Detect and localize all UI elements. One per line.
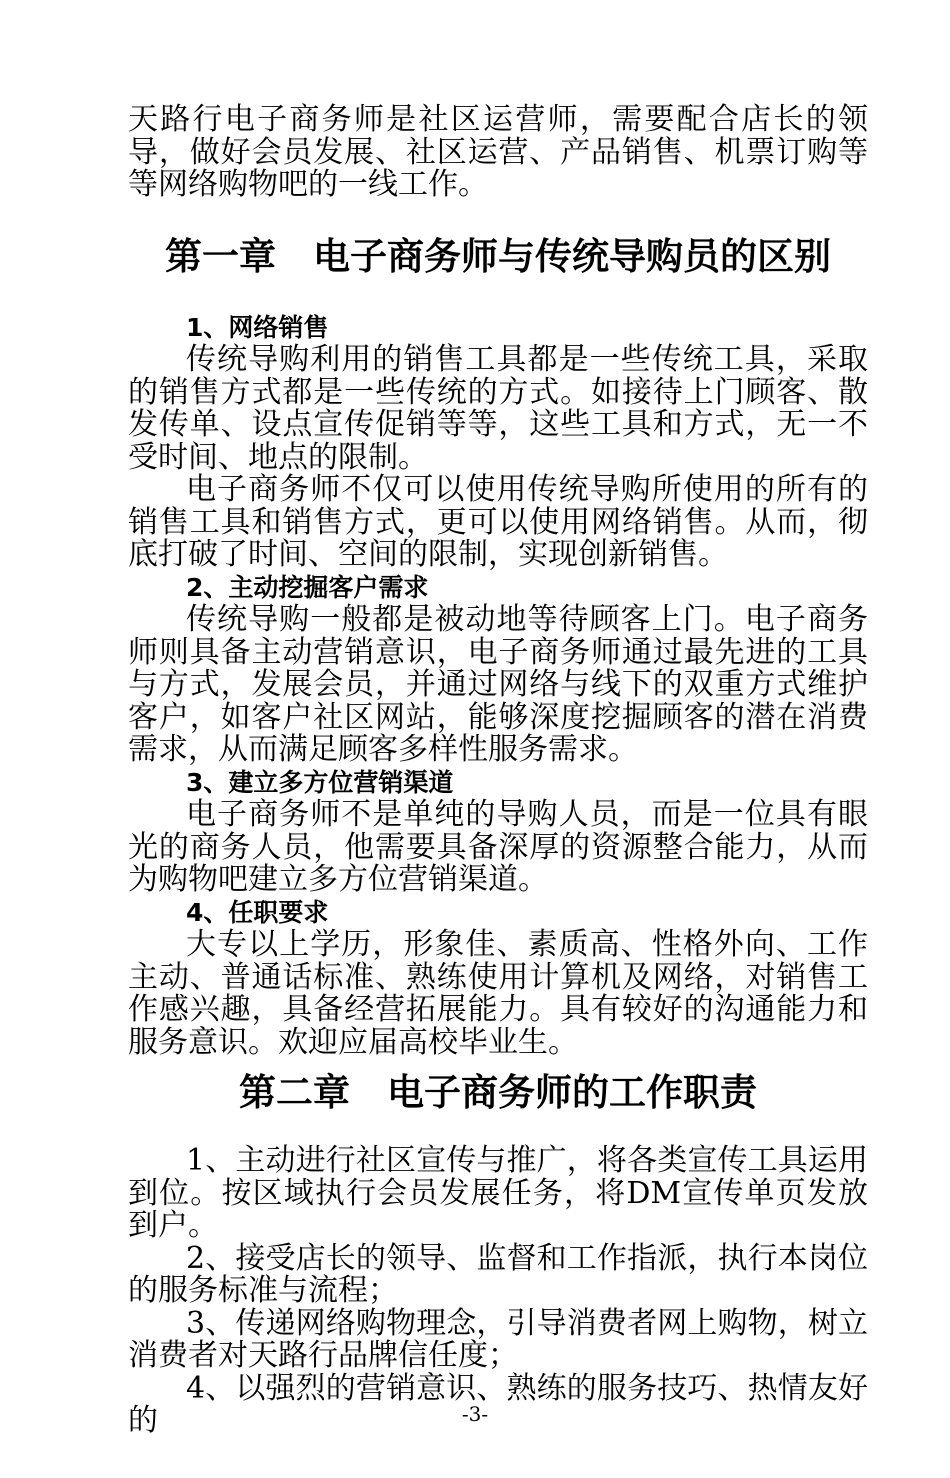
duty-item-1: 1、主动进行社区宣传与推广，将各类宣传工具运用到位。按区域执行会员发展任务，将DM宣传单页发放到户。 xyxy=(128,1143,868,1243)
duty-item-3: 3、传递网络购物理念，引导消费者网上购物，树立消费者对天路行品牌信任度； xyxy=(128,1305,868,1373)
chapter-1-title: 第一章 电子商务师与传统导购员的区别 xyxy=(165,234,831,278)
duty-item-2: 2、接受店长的领导、监督和工作指派，执行本岗位的服务标准与流程； xyxy=(128,1240,868,1308)
duty-item-4: 4、以强烈的营销意识、熟练的服务技巧、热情友好的 xyxy=(128,1370,868,1438)
document-body xyxy=(128,104,868,1438)
section-1-paragraph-1: 传统导购利用的销售工具都是一些传统工具，采取的销售方式都是一些传统的方式。如接待上门顾客、散发传单、设点宣传促销等等，这些工具和方式，无一不受时间、地点的限制。 xyxy=(128,342,868,475)
section-3-paragraph-1: 电子商务师不是单纯的导购人员，而是一位具有眼光的商务人员，他需要具备深厚的资源整合能力，从而为购物吧建立多方位营销渠道。 xyxy=(128,797,868,897)
page-number: -3- xyxy=(461,1402,489,1426)
section-heading-2: 2、主动挖掘客户需求 xyxy=(186,572,429,602)
section-heading-3: 3、建立多方位营销渠道 xyxy=(186,767,454,797)
section-heading-1: 1、网络销售 xyxy=(186,312,329,342)
intro-paragraph: 天路行电子商务师是社区运营师，需要配合店长的领导，做好会员发展、社区运营、产品销售、机票订购等等网络购物吧的一线工作。 xyxy=(128,102,868,202)
section-4-paragraph-1: 大专以上学历，形象佳、素质高、性格外向、工作主动、普通话标准、熟练使用计算机及网络，对销售工作感兴趣，具备经营拓展能力。具有较好的沟通能力和服务意识。欢迎应届高校毕业生。 xyxy=(128,927,868,1060)
chapter-2-title: 第二章 电子商务师的工作职责 xyxy=(239,1071,757,1114)
section-2-paragraph-1: 传统导购一般都是被动地等待顾客上门。电子商务师则具备主动营销意识，电子商务师通过最先进的工具与方式，发展会员，并通过网络与线下的双重方式维护客户，如客户社区网站，能够深度挖掘顾客的潜在消费需求，从而满足顾客多样性服务需求。 xyxy=(128,602,868,767)
section-1-paragraph-2: 电子商务师不仅可以使用传统导购所使用的所有的销售工具和销售方式，更可以使用网络销售。从而，彻底打破了时间、空间的限制，实现创新销售。 xyxy=(128,472,868,572)
section-heading-4: 4、任职要求 xyxy=(186,897,329,927)
